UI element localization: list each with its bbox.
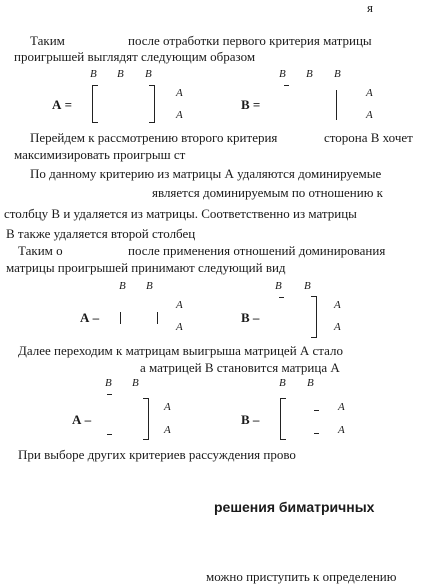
- text-line: По данному критерию из матрицы А удаляются доминируемые: [30, 166, 382, 181]
- text-line: можно приступить к определению: [206, 569, 397, 584]
- text-line: сторона В хочет: [324, 130, 413, 145]
- matrix-dash: [279, 297, 284, 298]
- row-label: А: [176, 299, 183, 311]
- column-header: В: [146, 280, 153, 292]
- text-line: При выборе других критериев рассуждения прово: [18, 447, 296, 462]
- column-header: В: [306, 68, 313, 80]
- matrix-dash: [284, 85, 289, 86]
- matrix-bracket-right: [336, 90, 337, 120]
- text-line: матрицы проигрышей принимают следующий вид: [6, 260, 286, 275]
- matrix-bracket-left: [280, 398, 286, 440]
- matrix-dash: [107, 434, 112, 435]
- text-line: после применения отношений доминирования: [128, 243, 386, 258]
- text-line: а матрицей В становится матрица А: [140, 360, 340, 375]
- row-label: А: [366, 87, 373, 99]
- text-line: является доминируемым по отношению к: [152, 185, 383, 200]
- matrix-label-a: А =: [52, 97, 73, 112]
- column-header: В: [119, 280, 126, 292]
- text-line: В также удаляется второй столбец: [6, 226, 196, 241]
- row-label: А: [164, 424, 171, 436]
- text-line: Перейдем к рассмотрению второго критерия: [30, 130, 278, 145]
- row-label: А: [338, 424, 345, 436]
- column-header: В: [117, 68, 124, 80]
- matrix-label-b: В =: [241, 97, 261, 112]
- matrix-dash: [314, 433, 319, 434]
- column-header: В: [304, 280, 311, 292]
- text-line: Таким: [30, 33, 65, 48]
- matrix-bracket-left: [120, 312, 121, 324]
- row-label: А: [176, 109, 183, 121]
- row-label: А: [338, 401, 345, 413]
- matrix-bracket-right: [157, 312, 158, 324]
- matrix-dash: [314, 410, 319, 411]
- text-line: Таким о: [18, 243, 63, 258]
- row-label: А: [176, 87, 183, 99]
- matrix-label-a: А –: [72, 412, 92, 427]
- text-line: проигрышей выглядят следующим образом: [14, 49, 256, 64]
- row-label: А: [164, 401, 171, 413]
- text-line: столбцу В и удаляется из матрицы. Соответственно из матрицы: [4, 206, 357, 221]
- section-heading: решения биматричных: [214, 499, 375, 515]
- column-header: В: [279, 68, 286, 80]
- matrix-dash: [107, 394, 112, 395]
- matrix-bracket-left: [92, 85, 98, 123]
- column-header: В: [105, 377, 112, 389]
- text-line: максимизировать проигрыш ст: [14, 147, 186, 162]
- matrix-label-b: В –: [241, 310, 260, 325]
- matrix-bracket-right: [149, 85, 155, 123]
- column-header: В: [145, 68, 152, 80]
- column-header: В: [334, 68, 341, 80]
- column-header: В: [132, 377, 139, 389]
- row-label: А: [176, 321, 183, 333]
- column-header: В: [90, 68, 97, 80]
- matrix-label-b: В –: [241, 412, 260, 427]
- column-header: В: [307, 377, 314, 389]
- row-label: А: [366, 109, 373, 121]
- row-label: А: [334, 299, 341, 311]
- matrix-bracket-right: [311, 296, 317, 338]
- page-mark: я: [367, 0, 373, 15]
- column-header: В: [275, 280, 282, 292]
- text-line: Далее переходим к матрицам выигрыша матрицей А стало: [18, 343, 344, 358]
- text-line: после отработки первого критерия матрицы: [128, 33, 372, 48]
- column-header: В: [279, 377, 286, 389]
- matrix-bracket-right: [143, 398, 149, 440]
- row-label: А: [334, 321, 341, 333]
- matrix-label-a: А –: [80, 310, 100, 325]
